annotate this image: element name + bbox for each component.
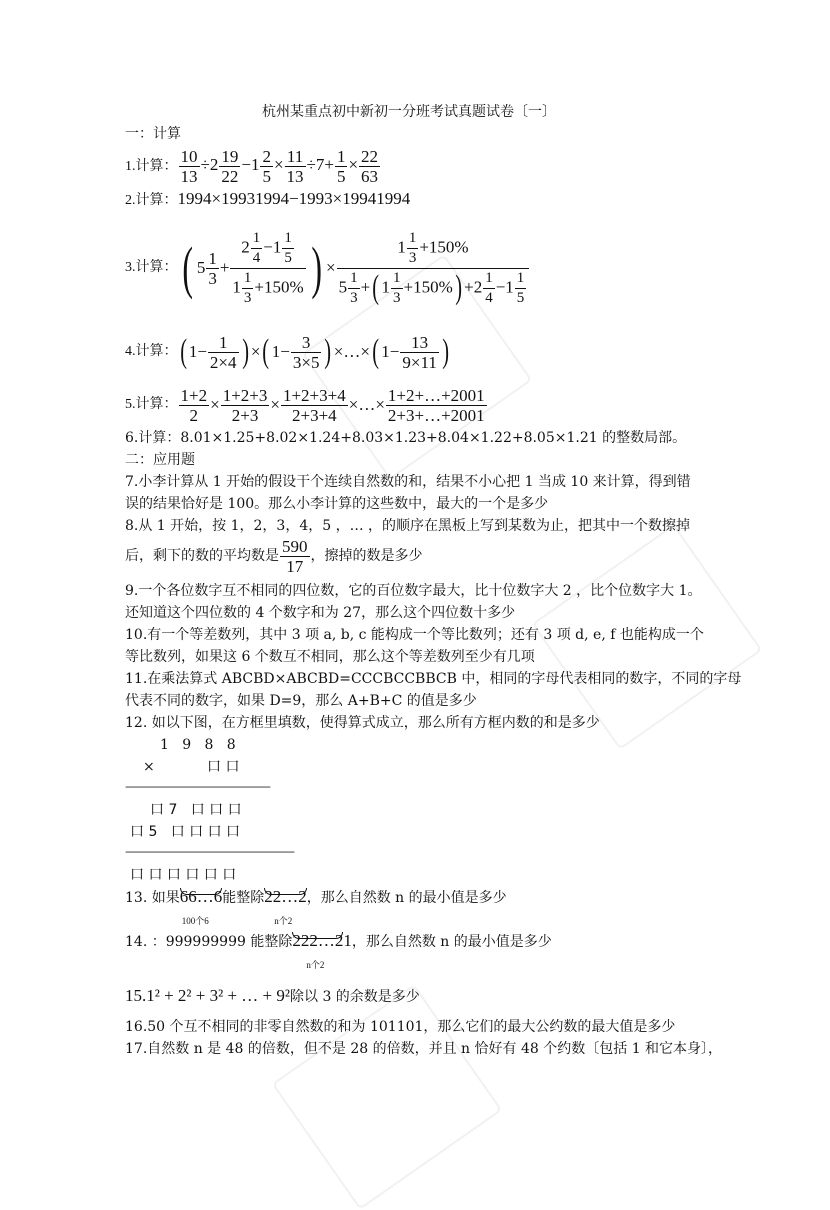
- question-7-line-1: 7.小李计算从 1 开始的假设干个连续自然数的和，结果不小心把 1 当成 10 来计算，得到错: [125, 474, 691, 490]
- question-7-line-2: 误的结果恰好是 100。那么小李计算的这些数中，最大的一个是多少: [125, 496, 549, 512]
- question-10-line-1: 10.有一个等差数列，其中 3 项 a, b, c 能构成一个等比数列；还有 3 项 d, e, f 也能构成一个: [125, 627, 704, 643]
- question-2: 2.计算：1994×19931994−1993×19941994: [125, 189, 411, 208]
- question-12: 12. 如以下图，在方框里填数，使得算式成立，那么所有方框内数的和是多少: [125, 715, 600, 731]
- puzzle-times: ×: [143, 759, 155, 775]
- puzzle-row-3: 口 7 口 口 口: [150, 802, 242, 818]
- question-4: 4.计算： ( 1 − $\frac{1}{2\times 4}$ ) × ( 1 − $\frac{3}{3\times 5}$ ) ×…× ( 1 − $\frac{13}{9\times 11}$ ): [125, 332, 449, 372]
- question-11-line-1: 11.在乘法算式 ABCBD×ABCBD=CCCBCCBBCB 中，相同的字母代表相同的数字，不同的字母: [125, 671, 742, 687]
- question-10-line-2: 等比数列，如果这 6 个数互不相同，那么这个等差数列至少有几项: [125, 649, 535, 665]
- puzzle-row-5: 口 口 口 口 口 口: [130, 867, 237, 883]
- question-5: 5.计算： $\frac{1+2}{2}$ × $\frac{1+2+3}{2+3}$ × $\frac{1+2+3+4}{2+3+4}$ ×…× $\frac{1+2+\dots+2001}{2+3+\dots+2001}$: [125, 385, 485, 425]
- puzzle-row-2: 口 口: [207, 759, 240, 775]
- question-17: 17.自然数 n 是 48 的倍数，但不是 28 的倍数，并且 n 恰好有 48 个约数〔包括 1 和它本身〕，: [125, 1041, 723, 1057]
- question-8-line-2: 后，剩下的数的平均数是 $\frac{590}{17}$ ，擦掉的数是多少: [125, 536, 423, 576]
- puzzle-row-4: 口 5 口 口 口 口: [130, 824, 241, 840]
- question-3: 3.计算： ( 5 $\frac{1}{3}$ + 2 $\frac{1}{4}$ −1 $\frac{1}{5}$ 1 $\frac{1}{3}$ +150% ) × 1 $\frac{1}{3}$ +150% 5 $\frac{1}{3}$ +( 1 $\frac{1}{3}$ +150%) +2 $\frac{1}{4}$ −1 $\frac{1}{5}$: [125, 223, 530, 313]
- question-6: 6.计算：8.01×1.25+8.02×1.24+8.03×1.23+8.04×1.22+8.05×1.21 的整数局部。: [125, 430, 687, 446]
- section-heading: 一：计算: [125, 126, 181, 142]
- puzzle-row-1: 1 9 8 8: [160, 737, 236, 753]
- question-14: 14. ：999999999 能整除222…2 n个2 1，那么自然数 n 的最小值是多少: [125, 931, 552, 970]
- section-heading: 二：应用题: [125, 452, 195, 468]
- question-9-line-1: 9.一个各位数字互不相同的四位数，它的百位数字最大，比十位数字大 2 ，比个位数字大 1。: [125, 583, 702, 599]
- question-1: 1.计算： $\frac{10}{13}$ ÷2 $\frac{19}{22}$ −1 $\frac{2}{5}$ × $\frac{11}{13}$ ÷7+ $\frac{1}{5}$ × $\frac{22}{63}$: [125, 146, 379, 186]
- question-15: 15.1² + 2² + 3² + … + 9²除以 3 的余数是多少: [125, 986, 420, 1005]
- question-16: 16.50 个互不相同的非零自然数的和为 101101，那么它们的最大公约数的最大值是多少: [125, 1019, 676, 1035]
- question-8-line-1: 8.从 1 开始，按 1，2，3，4，5 ，… ，的顺序在黑板上写到某数为止，把其中一个数擦掉: [125, 518, 691, 534]
- question-11-line-2: 代表不同的数字，如果 D=9，那么 A+B+C 的值是多少: [125, 693, 477, 709]
- puzzle-rule: ————————————: [125, 779, 269, 795]
- question-9-line-2: 还知道这个四位数的 4 个数字和为 27，那么这个四位数十多少: [125, 605, 516, 621]
- question-13: 13. 如果66…6 100个6 能整除22…2 n个2 ，那么自然数 n 的最小值是多少: [125, 887, 507, 926]
- puzzle-rule: ——————————————: [125, 844, 293, 860]
- page-title: 杭州某重点初中新初一分班考试真题试卷〔一〕: [262, 104, 556, 120]
